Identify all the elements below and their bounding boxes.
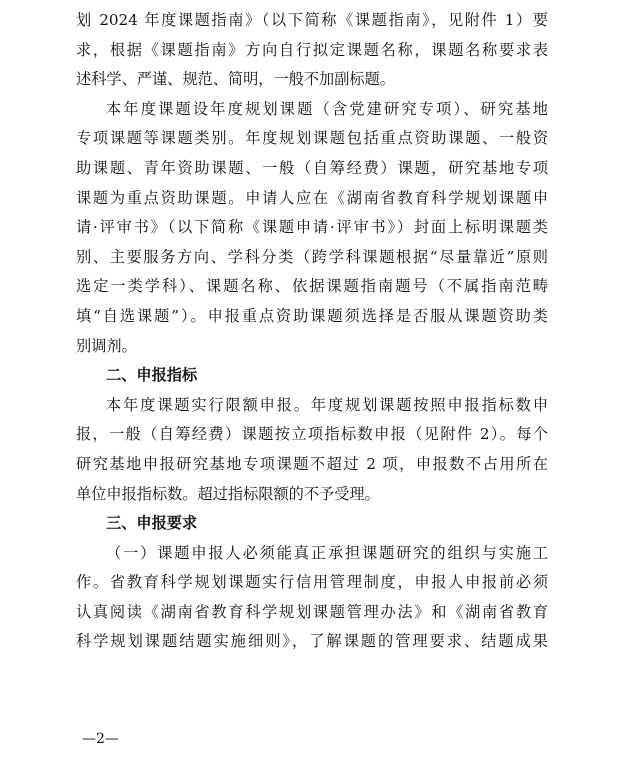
paragraph-line: 本年度课题实行限额申报。年度规划课题按照申报指标数申 — [106, 395, 548, 414]
paragraph-line: 科学规划课题结题实施细则》，了解课题的管理要求、结题成果 — [76, 632, 548, 651]
page-number: —2— — [82, 731, 119, 747]
paragraph-line: 专项课题等课题类别。年度规划课题包括重点资助课题、一般资 — [76, 129, 548, 148]
paragraph-line: 研究基地申报研究基地专项课题不超过 2 项，申报数不占用所在 — [76, 454, 548, 473]
paragraph-line: 别调剂。 — [76, 336, 137, 355]
paragraph-line: 选定一类学科）、课题名称、依据课题指南题号（不属指南范畴 — [76, 277, 548, 296]
paragraph-line: 单位申报指标数。超过指标限额的不予受理。 — [76, 484, 380, 503]
paragraph-line: 求，根据《课题指南》方向自行拟定课题名称，课题名称要求表 — [76, 40, 548, 59]
paragraph-line: 报，一般（自筹经费）课题按立项指标数申报（见附件 2）。每个 — [76, 425, 548, 444]
paragraph-line: 本年度课题设年度规划课题（含党建研究专项）、研究基地 — [106, 99, 548, 118]
paragraph-line: 划 2024 年度课题指南》（以下简称《课题指南》，见附件 1）要 — [76, 11, 548, 29]
paragraph-line: 助课题、青年资助课题、一般（自筹经费）课题，研究基地专项 — [76, 158, 548, 177]
paragraph-line: 述科学、严谨、规范、简明，一般不加副标题。 — [76, 70, 395, 89]
paragraph-line: 课题为重点资助课题。申请人应在《湖南省教育科学规划课题申 — [76, 188, 548, 207]
document-body — [76, 6, 548, 657]
paragraph-line: 别、主要服务方向、学科分类（跨学科课题根据“尽量靠近”原则 — [76, 247, 548, 266]
paragraph-line: 填“自选课题”）。申报重点资助课题须选择是否服从课题资助类 — [76, 306, 548, 325]
paragraph-line: 作。省教育科学规划课题实行信用管理制度，申报人申报前必须 — [76, 573, 548, 592]
section-heading: 二、申报指标 — [106, 366, 198, 385]
section-heading: 三、申报要求 — [106, 514, 198, 533]
paragraph-line: 请·评审书》（以下简称《课题申请·评审书》）封面上标明课题类 — [76, 218, 548, 237]
paragraph-line: 认真阅读《湖南省教育科学规划课题管理办法》和《湖南省教育 — [76, 602, 548, 621]
paragraph-line: （一）课题申报人必须能真正承担课题研究的组织与实施工 — [106, 543, 548, 562]
